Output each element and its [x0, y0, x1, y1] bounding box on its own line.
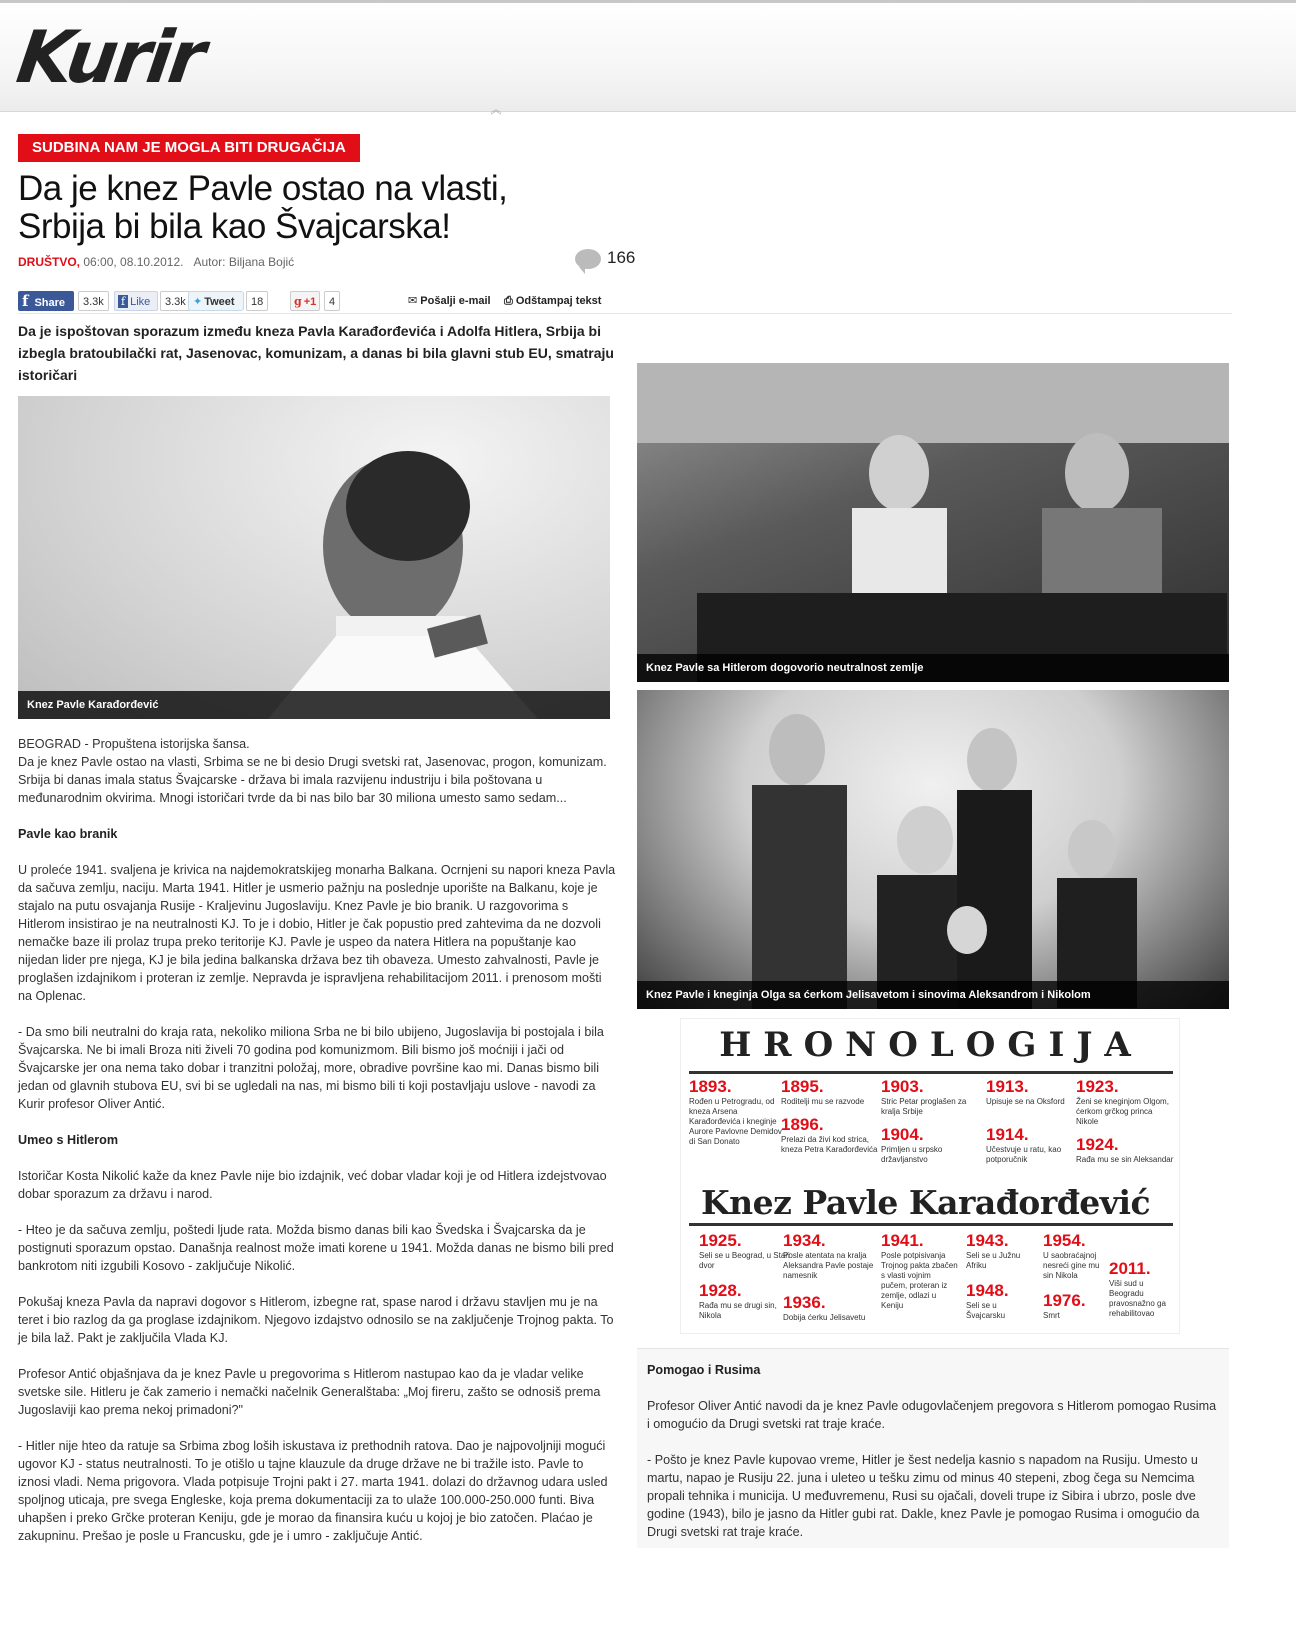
comments-link[interactable] — [575, 248, 635, 269]
chrono-year: 1924. — [1076, 1135, 1119, 1154]
chrono-entry — [781, 1115, 881, 1155]
tweet-label: Tweet — [204, 296, 235, 308]
car-scene — [637, 363, 1229, 682]
chrono-entry — [783, 1231, 883, 1281]
envelope-icon: ✉ — [408, 295, 418, 307]
facebook-like-button[interactable] — [114, 291, 158, 311]
paragraph: - Hteo je da sačuva zemlju, poštedi ljude rata. Možda bismo danas bili kao Švedska i Švajcarska da je postignuti sporazum opstao. Današnja realnost može imati korene u 1941. Možda danas ne bismo bili pred bankrotom niti izgubili Kosovo - zaključuje Nikolić. — [18, 1223, 614, 1273]
chrono-year: 1895. — [781, 1077, 824, 1096]
article-meta — [18, 255, 294, 269]
paragraph: BEOGRAD - Propuštena istorijska šansa. — [18, 737, 250, 751]
chrono-text: Posle atentata na kralja Aleksandra Pavle postaje namesnik — [783, 1251, 874, 1280]
chrono-year: 2011. — [1109, 1259, 1151, 1278]
chrono-text: Seli se u Švajcarsku — [966, 1301, 1006, 1320]
chrono-entry — [966, 1231, 1036, 1271]
sidebar-box — [637, 1348, 1229, 1548]
paragraph: Istoričar Kosta Nikolić kaže da knez Pavle nije bio izdajnik, već dobar vladar koji je od Hitlera izdejstvovao dobar sporazum za državu i narod. — [18, 1169, 607, 1201]
comment-bubble-icon — [575, 249, 601, 269]
chrono-entry — [966, 1281, 1036, 1321]
gplus-label: +1 — [303, 296, 317, 308]
twitter-bird-icon: ✦ — [193, 296, 203, 308]
chrono-year: 1896. — [781, 1115, 824, 1134]
facebook-icon: f — [22, 292, 29, 310]
chrono-year: 1925. — [699, 1231, 742, 1250]
chrono-text: U saobraćajnoj nesreći gine mu sin Nikola — [1043, 1251, 1100, 1280]
chrono-entry — [881, 1125, 981, 1165]
subheading: Pavle kao branik — [18, 827, 118, 841]
chrono-entry — [783, 1293, 883, 1323]
chrono-year: 1923. — [1076, 1077, 1119, 1096]
fb-share-count: 3.3k — [78, 291, 109, 311]
google-icon: g — [294, 295, 302, 308]
chrono-text: Upisuje se na Oksford — [986, 1097, 1065, 1106]
chrono-text: Viši sud u Beogradu pravosnažno ga rehabilitovao — [1109, 1279, 1166, 1318]
chrono-text: Učestvuje u ratu, kao potporučnik — [986, 1145, 1062, 1164]
sidebar-title: Pomogao i Rusima — [647, 1363, 761, 1377]
article-author: Autor: Biljana Bojić — [193, 255, 295, 269]
chrono-year: 1914. — [986, 1125, 1029, 1144]
kurir-logo[interactable]: Kurir — [12, 15, 208, 99]
fb-like-label: Like — [130, 296, 151, 308]
chrono-text: Rođen u Petrogradu, od kneza Arsena Karađorđevića i kneginje Aurore Pavlovne Demidov di San Donato — [689, 1097, 782, 1146]
paragraph: Profesor Antić objašnjava da je knez Pavle u pregovorima s Hitlerom nastupao kao da je vladar velike svetske sile. Hitleru je čak zamerio i nemački načelnik Generalštaba: „Moj fireru, zašto se odnosiš prema Jugoslaviji kao prema nekoj primadoni?" — [18, 1367, 601, 1417]
article-lead: Da je ispoštovan sporazum između kneza Pavla Karađorđevića i Adolfa Hitlera, Srbija bi izbegla bratoubilački rat, Jasenovac, komunizam, a danas bi bila glavni stub EU, smatraju istoričari — [18, 323, 614, 383]
chronology-infographic[interactable] — [680, 1018, 1180, 1334]
chrono-entry — [781, 1077, 881, 1107]
chrono-year: 1893. — [689, 1077, 732, 1096]
chrono-entry — [1109, 1259, 1177, 1319]
chrono-year: 1948. — [966, 1281, 1009, 1300]
photo-pavle-hitler[interactable] — [637, 363, 1229, 682]
chrono-year: 1976. — [1043, 1291, 1086, 1310]
subheading: Umeo s Hitlerom — [18, 1133, 119, 1147]
email-label: Pošalji e-mail — [420, 295, 491, 307]
chrono-text: Dobija ćerku Jelisavetu — [783, 1313, 866, 1322]
paragraph: U proleće 1941. svaljena je krivica na najdemokratskijeg monarha Balkana. Ocrnjeni su napori kneza Pavla da sačuva zemlju, naciju. Marta 1941. Hitler je usmerio pažnju na poslednje uporište na Balkanu, koje je stajalo na putu osvajanja Rusije - Kraljevinu Jugoslaviju. Knez Pavle je bio branik. U razgovorima s Hitlerom insistirao je na neutralnosti KJ. To je i dobio, Hitler je čak popustio pred zahtevima da ne dozvoli nemačke baze ili prolaz trupa preko teritorije KJ. Pavle je uspeo da natera Hitlera na popuštanje kao nijedan lider pre njega, KJ je bila jedina balkanska država bez tih obaveza. Umesto zahvalnosti, Pavle je proglašen izdajnikom i proteran iz zemlje. Nepravda je ispravljena rehabilitacijom 2011. i prenosom mošti na Oplenac. — [18, 863, 616, 1003]
title-line-2: Srbija bi bila kao Švajcarska! — [18, 207, 451, 246]
portrait-silhouette — [18, 396, 610, 719]
facebook-share-button[interactable] — [18, 291, 74, 311]
facebook-icon: f — [118, 295, 128, 308]
chrono-text: Stric Petar proglašen za kralja Srbije — [881, 1097, 967, 1116]
chrono-year: 1928. — [699, 1281, 742, 1300]
category-link[interactable]: DRUŠTVO, — [18, 255, 81, 269]
article-kicker: SUDBINA NAM JE MOGLA BITI DRUGAČIJA — [18, 134, 360, 162]
photo-caption: Knez Pavle i kneginja Olga sa ćerkom Jelisavetom i sinovima Aleksandrom i Nikolom — [637, 981, 1229, 1009]
photo-family[interactable] — [637, 690, 1229, 1009]
send-email-link[interactable] — [408, 291, 491, 311]
tweet-count: 18 — [246, 291, 268, 311]
chrono-entry — [986, 1077, 1086, 1107]
tweet-button[interactable] — [188, 291, 244, 311]
chrono-year: 1934. — [783, 1231, 826, 1250]
site-header — [0, 0, 1296, 116]
chrono-text: Posle potpisivanja Trojnog pakta zbačen s vlasti vojnim pučem, proteran iz zemlje, odlazi u Keniju — [881, 1251, 958, 1310]
chronology-title: HRONOLOGIJA — [719, 1025, 1143, 1065]
divider — [689, 1223, 1173, 1226]
fb-share-label: Share — [34, 297, 66, 309]
chrono-entry — [1043, 1231, 1111, 1281]
google-plus-button[interactable] — [290, 291, 320, 311]
chrono-year: 1936. — [783, 1293, 826, 1312]
chrono-entry — [1076, 1077, 1176, 1127]
chrono-year: 1904. — [881, 1125, 924, 1144]
chrono-year: 1913. — [986, 1077, 1029, 1096]
chrono-text: Smrt — [1043, 1311, 1060, 1320]
fb-like-count: 3.3k — [160, 291, 191, 311]
family-scene — [637, 690, 1229, 1009]
chrono-year: 1954. — [1043, 1231, 1086, 1250]
chrono-text: Rađa mu se sin Aleksandar — [1076, 1155, 1174, 1164]
chrono-entry — [881, 1077, 981, 1117]
chrono-text: Seli se u Beograd, u Stari dvor — [699, 1251, 790, 1270]
chrono-text: Seli se u Južnu Afriku — [966, 1251, 1021, 1270]
print-link[interactable] — [504, 291, 601, 311]
chrono-year: 1943. — [966, 1231, 1009, 1250]
chrono-text: Primljen u srpsko državljanstvo — [881, 1145, 943, 1164]
chrono-entry — [1043, 1291, 1111, 1321]
print-label: Odštampaj tekst — [515, 295, 602, 307]
comment-count: 166 — [607, 248, 636, 267]
title-line-1: Da je knez Pavle ostao na vlasti, — [18, 169, 508, 208]
paragraph: - Da smo bili neutralni do kraja rata, nekoliko miliona Srba ne bi bilo ubijeno, Jugoslavija bi postojala i bila Švajcarska. Ne bi imali Broza niti živeli 70 godina pod komunizmom. Bili bismo još moćniji i jači od Švajcarske jer ona nema tako dobar i tranzitni položaj, more, obradive površine kao mi. Danas bismo bili jedan od glavnih stubova EU, svi bi se ugledali na nas, mi bismo bili ti koji postavljaju uslove - navodi za Kurir profesor Oliver Antić. — [18, 1025, 604, 1111]
divider — [689, 1071, 1173, 1074]
paragraph: Profesor Oliver Antić navodi da je knez Pavle odugovlačenjem pregovora s Hitlerom pomogao Rusima i omogućio da Drugi svetski rat traje kraće. — [647, 1399, 1217, 1431]
chrono-entry — [881, 1231, 959, 1311]
photo-knez-pavle[interactable] — [18, 396, 610, 719]
article-datetime: 06:00, 08.10.2012. — [83, 255, 184, 269]
article-body — [18, 735, 618, 1563]
chrono-text: Prelazi da živi kod strica, kneza Petra Karađorđevića — [781, 1135, 878, 1154]
chrono-entry — [689, 1077, 789, 1147]
printer-icon: ⎙ — [504, 295, 513, 307]
photo-caption: Knez Pavle Karađorđević — [18, 691, 610, 719]
article-title — [18, 170, 618, 246]
chrono-entry — [986, 1125, 1086, 1165]
chrono-text: Rađa mu se drugi sin, Nikola — [699, 1301, 777, 1320]
chrono-year: 1903. — [881, 1077, 924, 1096]
chrono-entry — [1076, 1135, 1176, 1165]
chrono-year: 1941. — [881, 1231, 924, 1250]
chevron-up-icon[interactable]: ︽ — [490, 104, 502, 116]
chrono-text: Ženi se kneginjom Olgom, ćerkom grčkog princa Nikole — [1076, 1097, 1169, 1126]
paragraph: Pokušaj kneza Pavla da napravi dogovor s Hitlerom, izbegne rat, spase narod i državu stavljen mu je na teret i bio razlog da ga proglase izdajnikom. Njegovo izdajstvo odnosilo se na zaključenje Trojnog pakta. To je bila laž. Pakt je zaključila Vlada KJ. — [18, 1295, 614, 1345]
paragraph: Da je knez Pavle ostao na vlasti, Srbima se ne bi desio Drugi svetski rat, Jasenovac, progon, komunizam. Srbija bi danas imala status Švajcarske - država bi imala razvijenu industriju i bila poštovana u međunarodnim okvirima. Mnogi istoričari tvrde da bi nas bilo bar 30 miliona umesto samo sedam... — [18, 755, 607, 805]
paragraph: - Pošto je knez Pavle kupovao vreme, Hitler je šest nedelja kasnio s napadom na Rusiju. Umesto u martu, napao je Rusiju 22. juna i uleteo u tešku zimu od minus 40 stepeni, zbog čega su Nemcima propali tehnika i municija. U međuvremenu, Rusi su ojačali, doveli trupe iz Sibira i ubrzo, posle dve godine (1943), bilo je jasno da Hitler gubi rat. Dakle, knez Pavle je pomogao Rusima i omogućio da Drugi svetski rat traje kraće. — [647, 1453, 1200, 1539]
share-bar — [18, 288, 1232, 314]
chronology-name: Knez Pavle Karađorđević — [701, 1183, 1151, 1222]
photo-caption: Knez Pavle sa Hitlerom dogovorio neutralnost zemlje — [637, 654, 1229, 682]
chrono-text: Roditelji mu se razvode — [781, 1097, 865, 1106]
paragraph: - Hitler nije hteo da ratuje sa Srbima zbog loših iskustava iz prethodnih ratova. Dao je najpovoljniji mogući ugovor KJ - status neutralnosti. To je otišlo u tajne klauzule da druge države ne bi tražile isto. Pavle to iznosi vladi. Nema prigovora. Vlada potpisuje Trojni pakt i 27. marta 1941. dolazi do državnog udara usled spoljnog uticaja, pre svega Engleske, koja prema dokumentaciji za to ulaže 100.000-250.000 funti. Biva uhapšen i preko Grčke proteran Keniju, gde je morao da finansira kuću u kojoj je bio zatočen. Plaćao je zakupninu. Prešao je posle u Francusku, gde je i umro - zaključuje Antić. — [18, 1439, 608, 1543]
gplus-count: 4 — [324, 291, 340, 311]
